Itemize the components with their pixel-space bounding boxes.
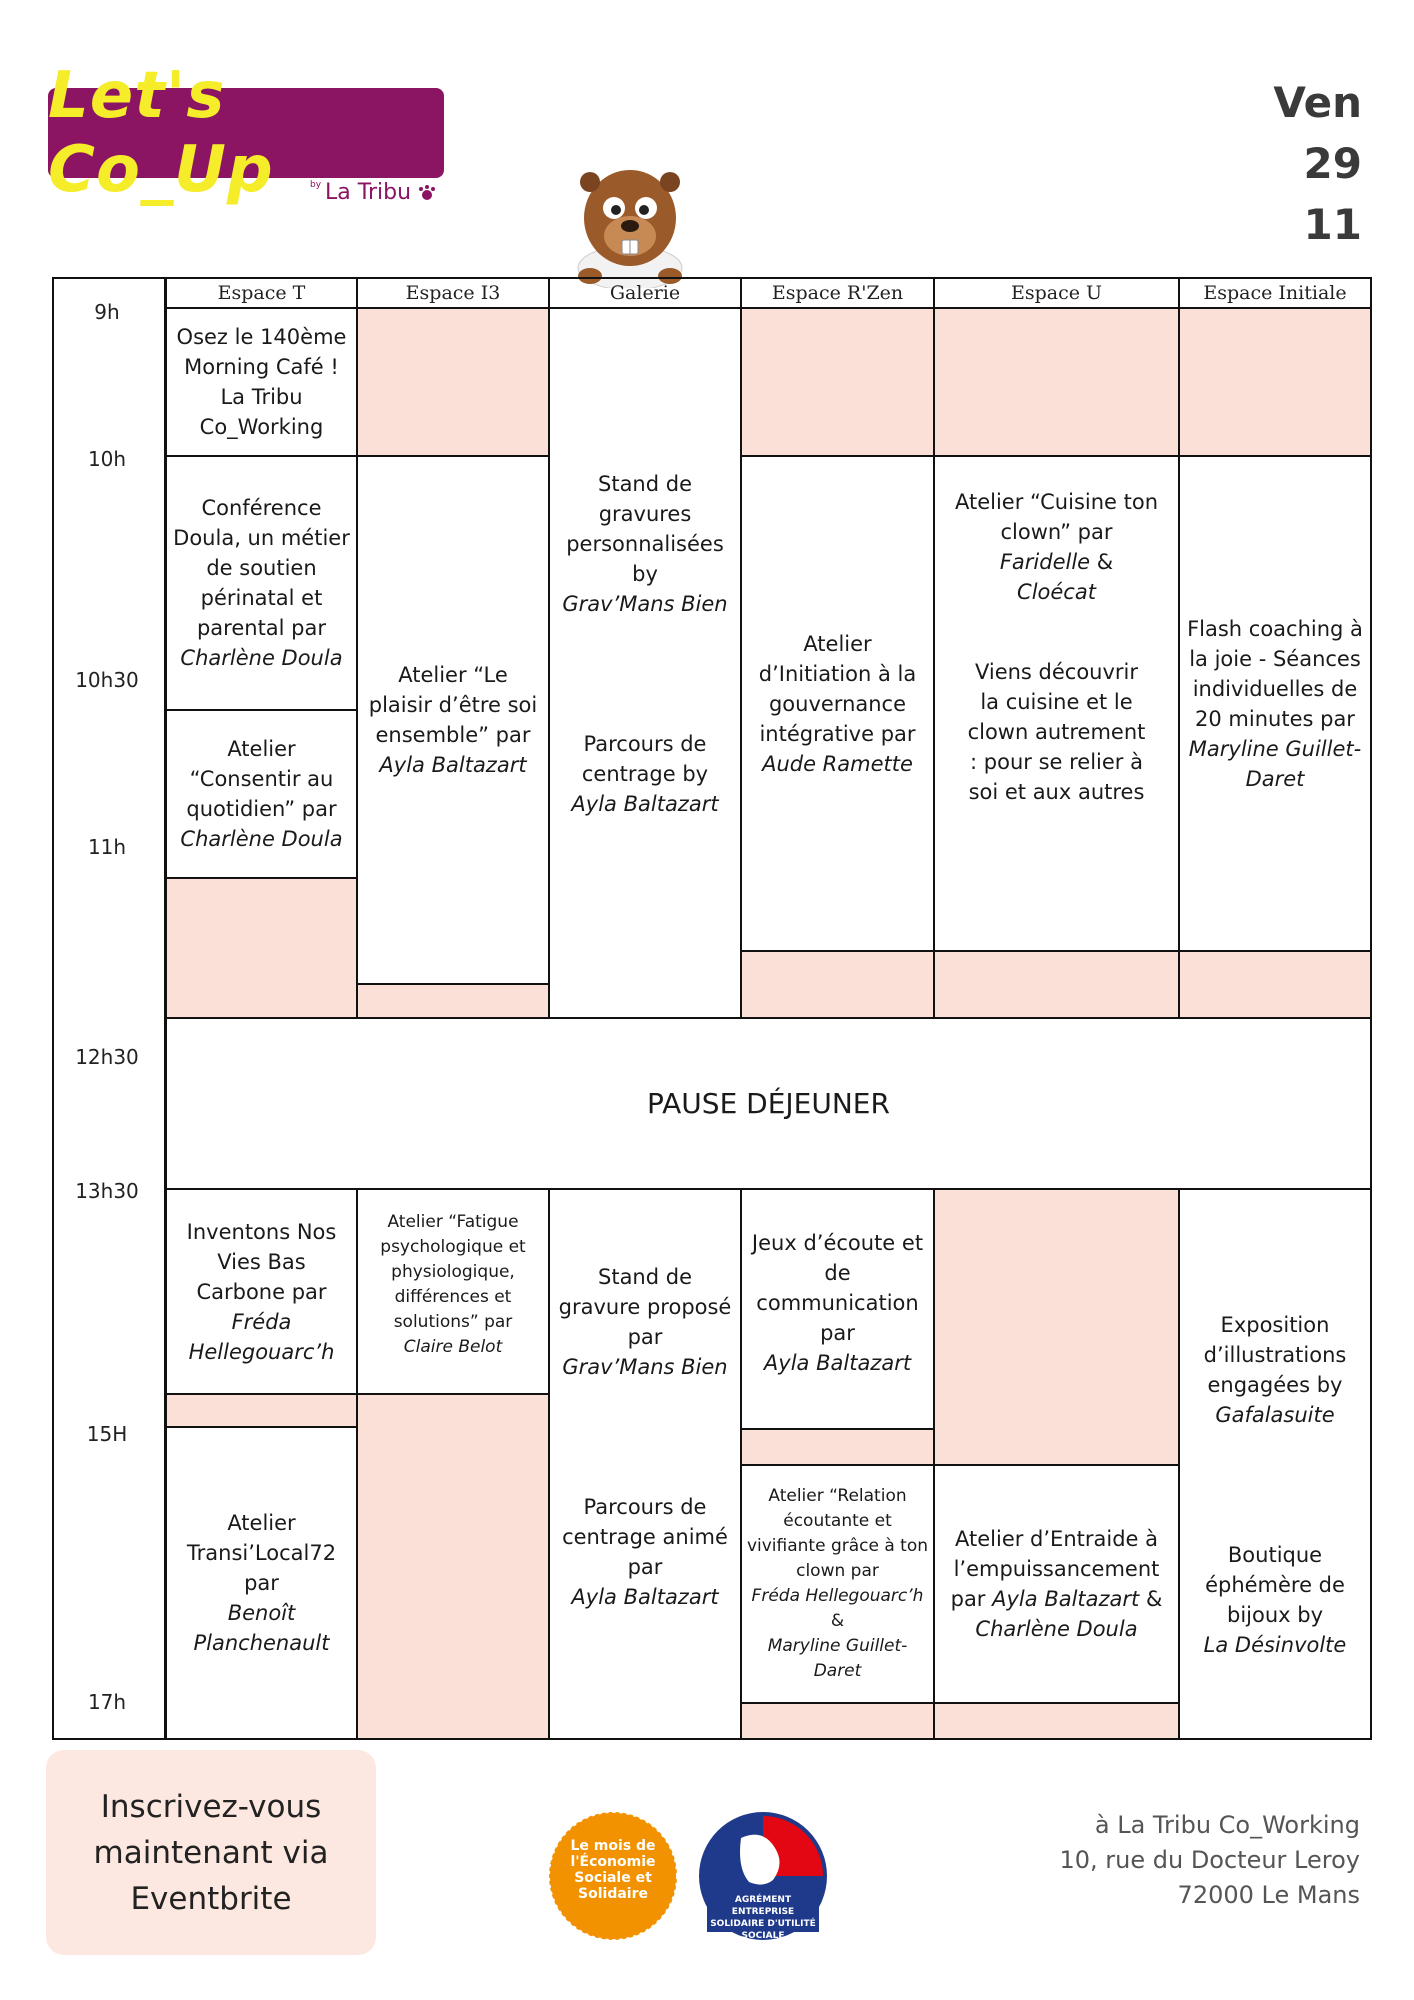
event-speaker: Aude Ramette [762, 751, 913, 776]
event-speaker: Fréda Hellegouarc’h [751, 1586, 924, 1606]
event-description: Viens découvrir la cuisine et le clown autrement : pour se relier à soi et aux autres [967, 660, 1146, 804]
event-entraide [933, 1464, 1180, 1704]
event-speaker: Grav’Mans Bien [562, 1355, 728, 1379]
mois-ess-label: Le mois de l'Économie Sociale et Solidaire [570, 1838, 656, 1902]
address-line: 72000 Le Mans [1177, 1881, 1360, 1909]
eventbrite-cta[interactable] [46, 1750, 376, 1955]
date-number: 29 [1303, 139, 1362, 188]
event-speaker: Ayla Baltazart [763, 1351, 912, 1375]
empty-slot [933, 307, 1180, 457]
event-speaker: Benoît Planchenault [193, 1601, 330, 1655]
event-speaker: Ayla Baltazart [571, 1585, 719, 1609]
galerie-morning [548, 307, 742, 1019]
empty-slot [740, 950, 935, 1019]
empty-slot [740, 1428, 935, 1466]
time-label: 10h [87, 447, 127, 471]
mois-ess-badge [543, 1808, 683, 1948]
empty-slot [356, 1393, 550, 1740]
event-conjunction: & [830, 1611, 845, 1631]
event-text: Flash coaching à la joie - Séances individuelles de 20 minutes par [1187, 616, 1363, 731]
time-label: 10h30 [75, 668, 139, 692]
event-fatigue [356, 1188, 550, 1395]
event-text: Parcours de centrage animé par [562, 1495, 728, 1579]
event-jeux-ecoute [740, 1188, 935, 1430]
event-relation-ecoutante [740, 1464, 935, 1704]
empty-slot [933, 1702, 1180, 1740]
event-speaker: Fréda Hellegouarc’h [188, 1309, 335, 1364]
event-speaker: Charlène Doula [180, 646, 343, 670]
event-speaker: Ayla Baltazart [992, 1587, 1140, 1611]
event-text: Atelier “Consentir au quotidien” par [186, 737, 337, 821]
paw-icon [418, 184, 436, 202]
event-text: Exposition d’illustrations engagées by [1203, 1313, 1347, 1397]
event-text: Stand de gravures personnalisées by [566, 472, 724, 586]
agrement-esus-badge [693, 1808, 833, 1948]
column-header-espace-u: Espace U [933, 277, 1180, 309]
date-month: 11 [1303, 200, 1362, 249]
lunch-break [165, 1017, 1372, 1190]
empty-slot [1178, 307, 1372, 457]
time-label: 9h [94, 300, 120, 324]
address-line: à La Tribu Co_Working [1094, 1811, 1360, 1839]
event-morning-cafe [165, 307, 358, 457]
empty-slot [740, 1702, 935, 1740]
event-text: Boutique éphémère de bijoux by [1205, 1543, 1345, 1627]
event-vies-bas-carbone [165, 1188, 358, 1395]
event-speaker: Grav’Mans Bien [562, 592, 728, 616]
event-speaker: Gafalasuite [1215, 1403, 1335, 1427]
event-text: Conférence Doula, un métier de soutien périnatal et parental par [173, 496, 350, 640]
time-label: 13h30 [75, 1179, 139, 1203]
empty-slot [740, 307, 935, 457]
empty-slot [356, 307, 550, 457]
column-header-galerie: Galerie [548, 277, 742, 309]
logo-subtitle-name: La Tribu [325, 180, 412, 205]
column-header-espace-rzen: Espace R'Zen [740, 277, 935, 309]
column-header-espace-i3: Espace I3 [356, 277, 550, 309]
time-label: 12h30 [75, 1045, 139, 1069]
logo-text: Let's Co_Up [48, 59, 274, 207]
empty-slot [933, 950, 1180, 1019]
event-conjunction: & [1145, 1587, 1163, 1611]
galerie-afternoon [548, 1188, 742, 1740]
event-gouvernance [740, 455, 935, 952]
time-label: 11h [87, 835, 127, 859]
empty-slot [356, 983, 550, 1019]
event-transi-local [165, 1426, 358, 1740]
column-header-espace-initiale: Espace Initiale [1178, 277, 1372, 309]
event-consentir [165, 709, 358, 879]
logo-subtitle [310, 180, 436, 205]
event-text: Atelier Transi’Local72 par [186, 1511, 337, 1595]
event-speaker: Claire Belot [403, 1337, 503, 1357]
event-text: Atelier d’Initiation à la gouvernance intégrative par [758, 631, 917, 746]
empty-slot [165, 1393, 358, 1428]
event-speaker: Maryline Guillet-Daret [767, 1636, 908, 1681]
event-text: Atelier “Relation écoutante et vivifiante grâce à ton clown par [746, 1486, 929, 1581]
event-speaker: Charlène Doula [180, 827, 343, 851]
event-plaisir-etre-soi [356, 455, 550, 985]
event-text: Stand de gravure proposé par [558, 1265, 732, 1349]
event-speaker: La Désinvolte [1203, 1633, 1347, 1657]
time-label: 15H [86, 1422, 128, 1446]
event-text: Atelier “Cuisine ton clown” par [954, 490, 1159, 544]
event-text: Atelier “Le plaisir d’être soi ensemble” par [368, 663, 538, 747]
initiale-afternoon [1178, 1188, 1372, 1740]
column-header-espace-t: Espace T [165, 277, 358, 309]
event-conjunction: & [1096, 550, 1114, 574]
event-text: Jeux d’écoute et de communication par [751, 1231, 924, 1345]
event-text: Parcours de centrage by [581, 732, 709, 786]
event-text: Osez le 140ème Morning Café ! La Tribu Co_Working [176, 325, 347, 439]
empty-slot [165, 877, 358, 1019]
event-speaker: Ayla Baltazart [571, 792, 719, 816]
event-speaker: Cloécat [1017, 580, 1096, 604]
event-text: Inventons Nos Vies Bas Carbone par [186, 1219, 337, 1304]
event-text: Atelier d’Entraide à l’empuissancement par [950, 1527, 1160, 1611]
cta-text: Inscrivez-vous maintenant via Eventbrite [93, 1788, 329, 1917]
time-label: 17h [87, 1690, 127, 1714]
logo-subtitle-by: by [310, 180, 322, 190]
event-conference-doula [165, 455, 358, 711]
event-speaker: Maryline Guillet-Daret [1188, 736, 1362, 791]
event-speaker: Ayla Baltazart [379, 753, 527, 777]
date-day: Ven [1273, 78, 1362, 127]
address-line: 10, rue du Docteur Leroy [1059, 1846, 1360, 1874]
event-flash-coaching [1178, 455, 1372, 952]
agrement-label: AGRÉMENT ENTREPRISE SOLIDAIRE D'UTILITÉ SOCIALE [710, 1895, 816, 1941]
address-block [960, 1808, 1360, 1913]
event-text: Atelier “Fatigue psychologique et physiologique, différences et solutions” par [380, 1212, 526, 1332]
event-speaker: Charlène Doula [975, 1617, 1138, 1641]
empty-slot [933, 1188, 1180, 1466]
lunch-break-label: PAUSE DÉJEUNER [647, 1086, 890, 1120]
event-cuisine-clown [933, 455, 1180, 952]
beaver-mascot-icon [560, 158, 700, 288]
event-speaker: Faridelle [999, 550, 1091, 574]
empty-slot [1178, 950, 1372, 1019]
